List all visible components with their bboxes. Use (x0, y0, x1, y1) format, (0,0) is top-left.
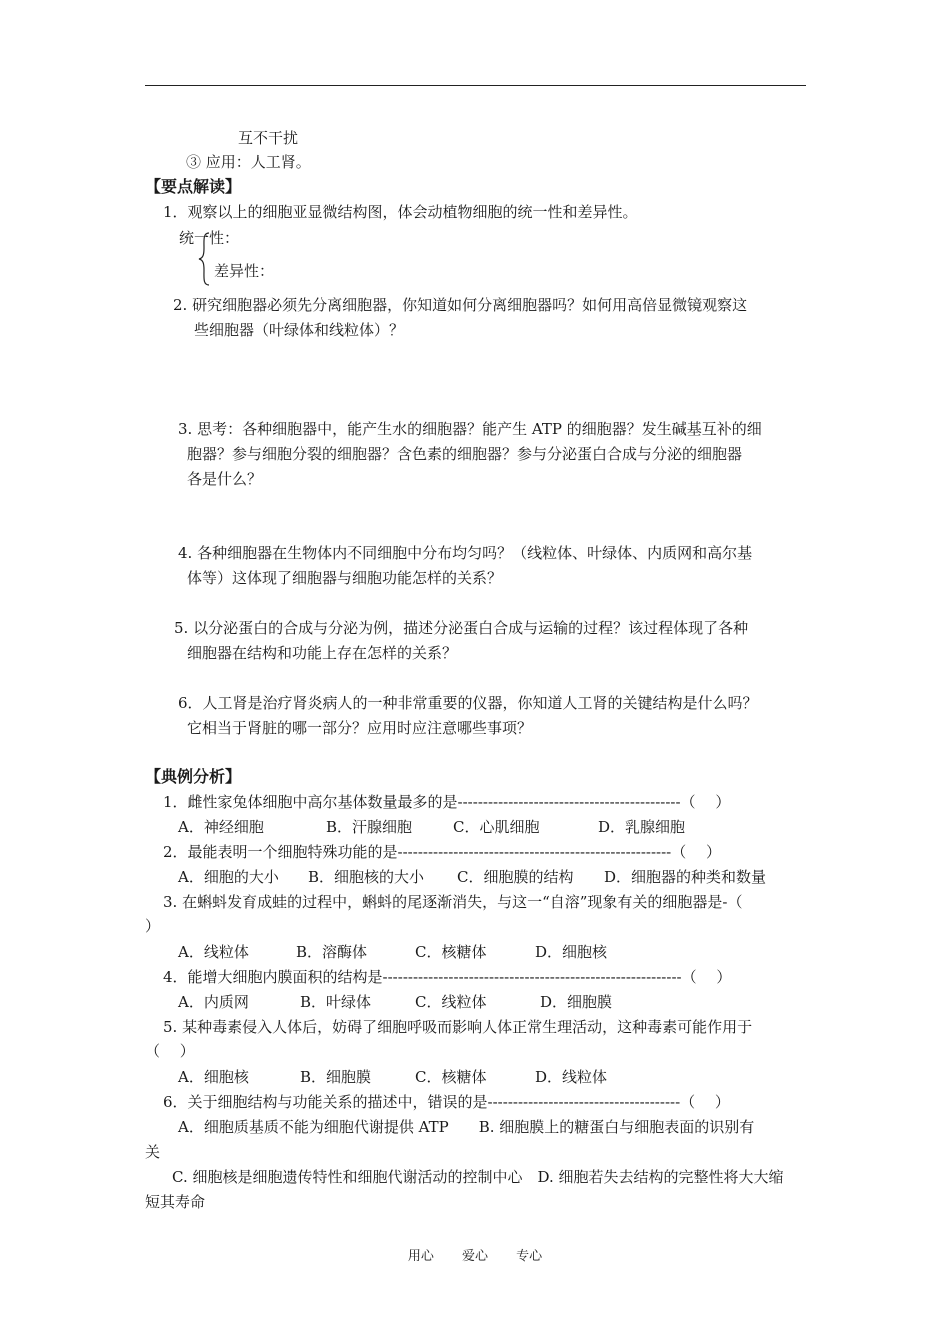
example-5-option-a: A．细胞核 (178, 1068, 249, 1086)
page-footer (0, 1248, 950, 1266)
example-1-option-b: B．汗腺细胞 (326, 818, 413, 836)
key-point-4-line-2: 体等）这体现了细胞器与细胞功能怎样的关系？ (187, 569, 503, 587)
example-5-option-b: B．细胞膜 (300, 1068, 372, 1086)
footer-word-1: 用心 (407, 1249, 434, 1264)
example-6-options-ab: A．细胞质基质不能为细胞代谢提供 ATP B. 细胞膜上的糖蛋白与细胞表面的识别有 (178, 1118, 755, 1136)
example-1-option-a: A．神经细胞 (178, 818, 264, 836)
example-2-option-d: D．细胞器的种类和数量 (604, 868, 767, 886)
example-3-option-b: B．溶酶体 (296, 943, 368, 961)
example-1-option-c: C．心肌细胞 (453, 818, 540, 836)
key-point-3-line-2: 胞器？参与细胞分裂的细胞器？含色素的细胞器？参与分泌蛋白合成与分泌的细胞器 (187, 445, 743, 463)
example-4-option-c: C．线粒体 (415, 993, 487, 1011)
example-2-option-c: C．细胞膜的结构 (457, 868, 574, 886)
example-4-question: 4．能增大细胞内膜面积的结构是-----------------------------------------------------------（ ） (163, 968, 732, 986)
key-point-2-line-1: 2. 研究细胞器必须先分离细胞器，你知道如何分离细胞器吗？如何用高倍显微镜观察这 (173, 296, 748, 314)
key-point-5-line-1: 5. 以分泌蛋白的合成与分泌为例，描述分泌蛋白合成与运输的过程？该过程体现了各种 (174, 619, 749, 637)
key-point-5-line-2: 细胞器在结构和功能上存在怎样的关系？ (187, 644, 458, 662)
example-1-question: 1．雌性家兔体细胞中高尔基体数量最多的是--------------------------------------------（ ） (163, 793, 731, 811)
example-4-option-d: D．细胞膜 (540, 993, 613, 1011)
example-2-option-b: B．细胞核的大小 (308, 868, 425, 886)
example-3-question: 3. 在蝌蚪发育成蛙的过程中，蝌蚪的尾逐渐消失，与这一“自溶”现象有关的细胞器是-（ (163, 893, 743, 911)
key-point-3-line-3: 各是什么？ (187, 470, 263, 488)
example-3-option-c: C．核糖体 (415, 943, 487, 961)
example-5-option-c: C．核糖体 (415, 1068, 487, 1086)
footer-word-2: 爱心 (461, 1249, 488, 1264)
examples-heading: 【典例分析】 (145, 767, 242, 786)
key-point-6-line-2: 它相当于肾脏的哪一部分？应用时应注意哪些事项？ (187, 719, 533, 737)
brace-icon (198, 232, 210, 286)
example-6-question: 6．关于细胞结构与功能关系的描述中，错误的是--------------------------------------（ ） (163, 1093, 730, 1111)
example-6-options-cd: C. 细胞核是细胞遗传特性和细胞代谢活动的控制中心 D. 细胞若失去结构的完整性将大大缩 (172, 1168, 784, 1186)
intro-line-2: ③ 应用：人工肾。 (186, 153, 311, 171)
example-1-option-d: D．乳腺细胞 (598, 818, 686, 836)
example-2-option-a: A．细胞的大小 (178, 868, 279, 886)
key-point-1: 1．观察以上的细胞亚显微结构图，体会动植物细胞的统一性和差异性。 (163, 203, 638, 221)
header-rule (145, 85, 806, 86)
example-2-question: 2．最能表明一个细胞特殊功能的是------------------------------------------------------（ ） (163, 843, 722, 861)
key-point-3-line-1: 3. 思考：各种细胞器中，能产生水的细胞器？能产生 ATP 的细胞器？发生碱基互补的细 (178, 420, 762, 438)
example-4-option-b: B．叶绿体 (300, 993, 372, 1011)
example-5-question-cont: （ ） (145, 1042, 195, 1060)
key-point-6-line-1: 6．人工肾是治疗肾炎病人的一种非常重要的仪器，你知道人工肾的关键结构是什么吗？ (178, 694, 758, 712)
difference-label: 差异性： (214, 262, 275, 280)
key-point-4-line-1: 4. 各种细胞器在生物体内不同细胞中分布均匀吗？（线粒体、叶绿体、内质网和高尔基 (178, 544, 753, 562)
example-3-option-d: D．细胞核 (535, 943, 608, 961)
example-6-options-ab-cont: 关 (145, 1143, 161, 1161)
example-3-option-a: A．线粒体 (178, 943, 249, 961)
footer-word-3: 专心 (516, 1249, 543, 1264)
example-5-question: 5. 某种毒素侵入人体后，妨碍了细胞呼吸而影响人体正常生理活动，这种毒素可能作用于 (163, 1018, 753, 1036)
key-points-heading: 【要点解读】 (145, 177, 242, 196)
example-3-question-cont: ） (145, 917, 161, 935)
example-4-option-a: A．内质网 (178, 993, 249, 1011)
unity-label: 统一性： (179, 229, 240, 247)
example-6-options-cd-cont: 短其寿命 (145, 1193, 206, 1211)
key-point-2-line-2: 些细胞器（叶绿体和线粒体）？ (194, 321, 405, 339)
example-5-option-d: D．线粒体 (535, 1068, 608, 1086)
intro-line-1: 互不干扰 (238, 129, 299, 147)
